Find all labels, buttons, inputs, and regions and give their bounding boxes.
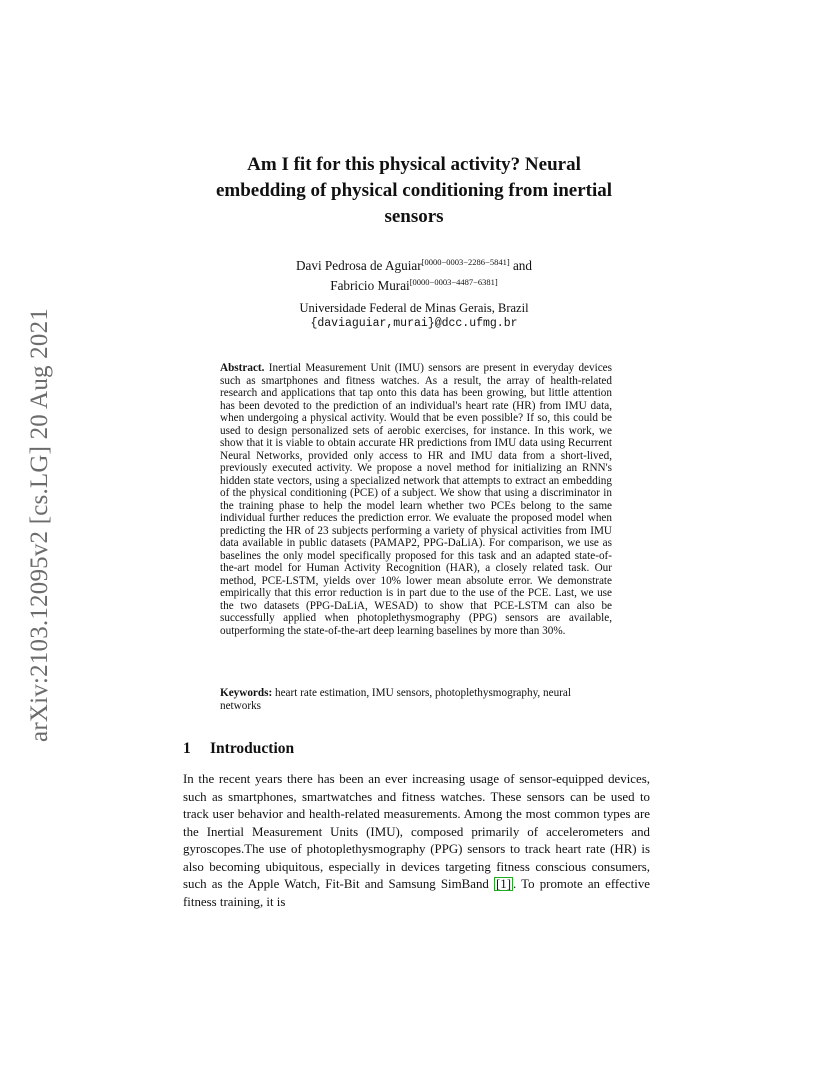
section-title: Introduction	[210, 740, 295, 757]
arxiv-id: arXiv:2103.12095v2 [cs.LG] 20 Aug 2021	[26, 308, 54, 742]
intro-text-continued: . To promote an effective fitness training, it is	[183, 877, 650, 909]
title-line: Am I fit for this physical activity? Neural	[247, 154, 581, 175]
keywords	[220, 687, 612, 712]
intro-text: In the recent years there has been an ever increasing usage of sensor-equipped devices, such as smartphones, smartwatches and fitness watches. These sensors can be used to track user behavior and health-related measurements. Among the most common types are the Inertial Measurement Units (IMU), composed primarily of accelerometers and gyroscopes.The use of photoplethysmography (PPG) sensors to track heart rate (HR) is also becoming ubiquitous, especially in devices targeting fitness conscious consumers, such as the Apple Watch, Fit-Bit and Samsung SimBand	[183, 772, 650, 891]
author-list	[150, 254, 678, 294]
author-orcid: [0000−0003−4487−6381]	[409, 277, 498, 287]
section-number: 1	[183, 740, 191, 757]
section-heading	[183, 740, 294, 758]
author-email: {daviaguiar,murai}@dcc.ufmg.br	[310, 317, 518, 330]
author-line	[150, 254, 678, 274]
title-line: embedding of physical conditioning from inertial	[215, 180, 613, 201]
author-orcid: [0000−0003−2286−5841]	[421, 257, 510, 267]
keywords-text: heart rate estimation, IMU sensors, photoplethysmography, neural networks	[220, 687, 571, 712]
citation-link[interactable]: [1]	[496, 877, 512, 891]
affiliation: Universidade Federal de Minas Gerais, Brazil	[299, 301, 529, 315]
affiliation-block	[150, 300, 678, 332]
intro-paragraph	[183, 771, 650, 911]
paper-title	[150, 152, 678, 230]
keywords-label: Keywords:	[220, 687, 273, 699]
author-line	[150, 274, 678, 294]
abstract-text: Inertial Measurement Unit (IMU) sensors are present in everyday devices such as smartphones and fitness watches. As a result, the array of health-related research and applications that tap onto this data has been growing, but little attention has been devoted to the prediction of an individual's heart rate (HR) from IMU data, when undergoing a physical activity. Would that be even possible? If so, this could be used to design personalized sets of aerobic exercises, for instance. In this work, we show that it is viable to obtain accurate HR predictions from IMU data using Recurrent Neural Networks, provided only access to HR and IMU data from a short-lived, previously executed activity. We propose a novel method for initializing an RNN's hidden state vectors, using a specialized network that attempts to extract an embedding of the physical conditioning (PCE) of a subject. We show that using a discriminator in the training phase to help the model learn whether two PCEs belong to the same individual further reduces the prediction error. We evaluate the proposed model when predicting the HR of 23 subjects performing a variety of physical activities from IMU data available in public datasets (PAMAP2, PPG-DaLiA). For comparison, we use as baselines the only model specifically proposed for this task and an adapted state-of-the-art model for Human Activity Recognition (HAR), a closely related task. Our method, PCE-LSTM, yields over 10% lower mean absolute error. We demonstrate empirically that this error reduction is in part due to the use of the PCE. Last, we use the two datasets (PPG-DaLiA, WESAD) to show that PCE-LSTM can also be successfully applied when photoplethysmography (PPG) sensors are available, outperforming the state-of-the-art deep learning baselines by more than 30%.	[220, 362, 612, 637]
author-name: Fabricio Murai	[330, 278, 410, 293]
abstract-label: Abstract.	[220, 362, 265, 374]
title-line: sensors	[384, 206, 444, 227]
arxiv-sidebar-stamp	[20, 290, 60, 760]
author-name: Davi Pedrosa de Aguiar	[295, 258, 422, 273]
author-separator: and	[509, 258, 532, 273]
abstract	[220, 362, 612, 637]
